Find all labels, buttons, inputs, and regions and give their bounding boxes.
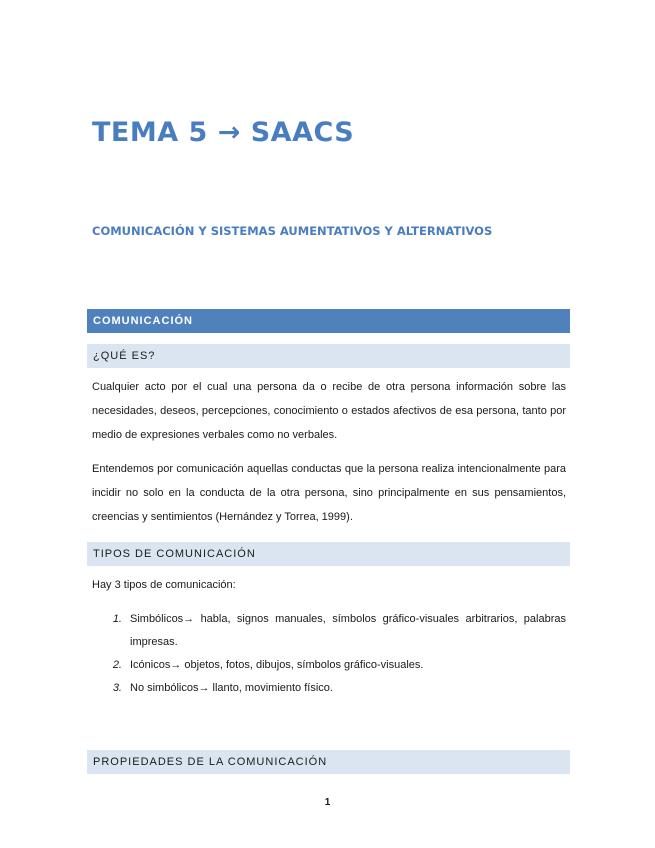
list-item-text: Simbólicos→ habla, signos manuales, símbolos gráfico-visuales arbitrarios, palabras impresas. <box>130 613 566 648</box>
list-item-text: No simbólicos→ llanto, movimiento físico. <box>130 682 333 694</box>
list-item-text: Icónicos→ objetos, fotos, dibujos, símbolos gráfico-visuales. <box>130 659 424 671</box>
list-item <box>92 654 566 677</box>
section-heading-que-es: ¿QUÉ ES? <box>87 344 570 368</box>
section-heading-comunicacion: COMUNICACIÓN <box>87 309 570 333</box>
list-item <box>92 608 566 654</box>
list-item-number: 3. <box>112 682 122 694</box>
section-heading-tipos: TIPOS DE COMUNICACIÓN <box>87 542 570 566</box>
paragraph-intentional: Entendemos por comunicación aquellas conductas que la persona realiza intencionalmente para incidir no solo en la conducta de la otra persona, sino principalmente en sus pensamientos, creencias y sentimientos (Hernández y Torrea, 1999). <box>92 463 566 523</box>
tipos-list <box>92 608 566 700</box>
tipos-intro: Hay 3 tipos de comunicación: <box>92 579 236 591</box>
page-number: 1 <box>324 797 331 808</box>
section-heading-propiedades: PROPIEDADES DE LA COMUNICACIÓN <box>87 750 570 774</box>
list-item-number: 2. <box>112 659 122 671</box>
document-subtitle: COMUNICACIÓN Y SISTEMAS AUMENTATIVOS Y ALTERNATIVOS <box>92 224 493 238</box>
paragraph-definition: Cualquier acto por el cual una persona da o recibe de otra persona información sobre las necesidades, deseos, percepciones, conocimiento o estados afectivos de esa persona, tanto por medio de expresiones verbales como no verbales. <box>92 381 566 441</box>
list-item <box>92 677 566 700</box>
list-item-number: 1. <box>112 613 122 625</box>
document-title: TEMA 5 → SAACS <box>92 117 355 148</box>
